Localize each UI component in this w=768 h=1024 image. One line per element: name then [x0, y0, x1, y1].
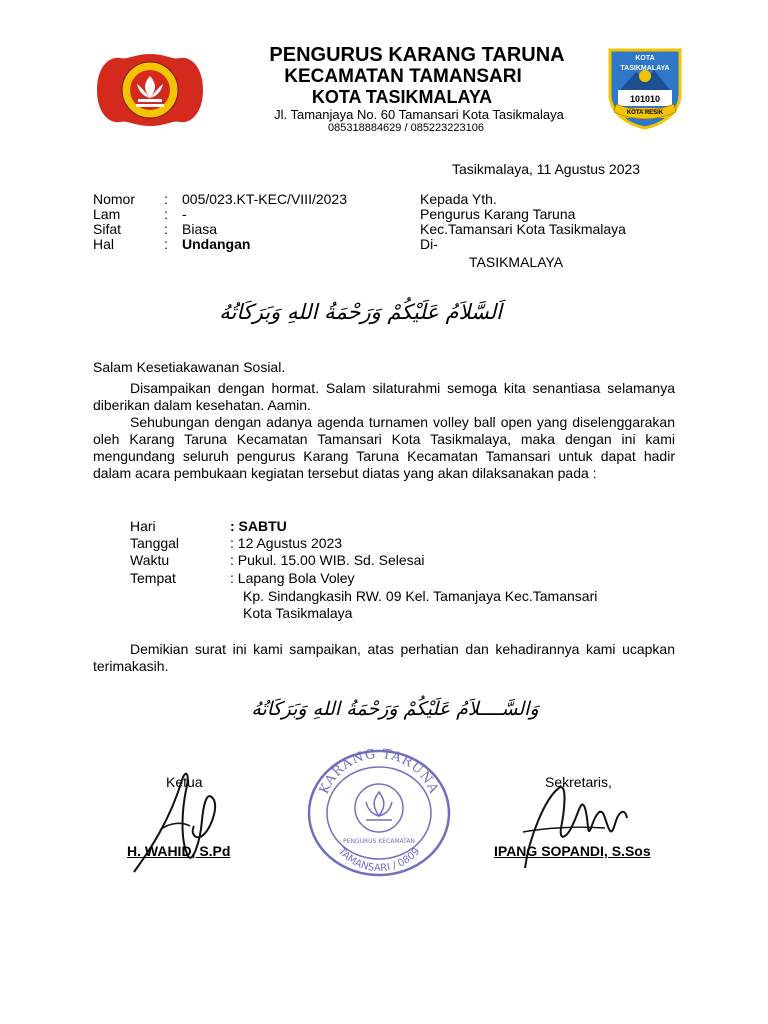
meta-colon: :	[164, 191, 168, 207]
event-place-line3: Kota Tasikmalaya	[243, 605, 353, 621]
meta-colon: :	[164, 206, 168, 222]
meta-colon: :	[164, 236, 168, 252]
meta-label-nomor: Nomor	[93, 191, 136, 207]
recipient-line3: Kec.Tamansari Kota Tasikmalaya	[420, 221, 626, 237]
closing-arabic-greeting: وَالسَّــــلاَمُ عَلَيْكُمْ وَرَحْمَةُ اللهِ وَبَرَكَاتُهُ	[251, 698, 539, 720]
paragraph-2-text: Sehubungan dengan adanya agenda turnamen volley ball open yang diselenggarakan oleh Karang Taruna Kecamatan Tamansari Kota Tasikmalaya, maka dengan ini kami mengundang seluruh pengurus Karang Taruna Kecamatan Tamansari untuk dapat hadir dalam acara pembukaan kegiatan tersebut diatas yang akan dilaksanakan pada :	[93, 414, 675, 481]
paragraph-2	[93, 414, 675, 482]
meta-colon: :	[164, 221, 168, 237]
signature-right-name: IPANG SOPANDI, S.Sos	[494, 843, 651, 859]
meta-label-sifat: Sifat	[93, 221, 122, 237]
event-date-value: : 12 Agustus 2023	[230, 535, 343, 551]
stamp-inner-text: PENGURUS KECAMATAN	[343, 838, 415, 845]
stamp-top-text: KARANG TARUNA	[316, 748, 442, 797]
org-name-line3: KOTA TASIKMALAYA	[311, 87, 493, 107]
event-time-value: : Pukul. 15.00 WIB. Sd. Selesai	[230, 552, 425, 568]
recipient-line1: Kepada Yth.	[420, 191, 497, 207]
stamp-icon	[306, 748, 452, 878]
crest-code-text: 101010	[629, 94, 661, 104]
meta-value-nomor: 005/023.KT-KEC/VIII/2023	[182, 191, 347, 207]
signature-left-handwriting	[130, 760, 240, 880]
org-name-line2: KECAMATAN TAMANSARI	[284, 66, 522, 87]
paragraph-1-text: Disampaikan dengan hormat. Salam silaturahmi semoga kita senantiasa selamanya diberikan dalam kesehatan. Aamin.	[93, 380, 675, 413]
event-date-label: Tanggal	[130, 535, 180, 551]
event-place-value: : Lapang Bola Voley	[230, 570, 355, 586]
signature-left-name: H. WAHID, S.Pd	[127, 843, 231, 859]
karang-taruna-emblem-icon	[95, 52, 205, 128]
salutation: Salam Kesetiakawanan Sosial.	[93, 359, 286, 375]
letterhead-phones: 085318884629 / 085223223106	[328, 122, 484, 134]
crest-ribbon-text: KOTA RESIK	[626, 110, 664, 116]
crest-banner-text: KOTA TASIKMALAYA	[620, 55, 670, 72]
meta-value-hal: Undangan	[182, 236, 251, 252]
event-place-line2: Kp. Sindangkasih RW. 09 Kel. Tamanjaya Kec.Tamansari	[243, 588, 598, 604]
signature-right-title: Sekretaris,	[545, 774, 612, 790]
event-day-value: : SABTU	[230, 518, 287, 534]
event-time-label: Waktu	[130, 552, 170, 568]
org-name-line1: PENGURUS KARANG TARUNA	[269, 44, 565, 66]
stamp-bottom-text: TAMANSARI / 0809	[335, 846, 423, 875]
recipient-line5: TASIKMALAYA	[469, 254, 564, 270]
meta-label-hal: Hal	[93, 236, 115, 252]
signature-icon	[130, 760, 240, 880]
paragraph-1	[93, 380, 675, 414]
letter-date: Tasikmalaya, 11 Agustus 2023	[452, 161, 641, 177]
event-day-label: Hari	[130, 518, 156, 534]
organization-stamp	[306, 748, 452, 878]
recipient-line2: Pengurus Karang Taruna	[420, 206, 576, 222]
meta-label-lam: Lam	[93, 206, 121, 222]
opening-arabic-greeting: اَلسَّلاَمُ عَلَيْكُمْ وَرَحْمَةُ اللهِ وَبَرَكَاتُهُ	[219, 300, 502, 324]
meta-value-sifat: Biasa	[182, 221, 218, 237]
closing-paragraph-text: Demikian surat ini kami sampaikan, atas perhatian dan kehadirannya kami ucapkan terimakasih.	[93, 641, 675, 674]
recipient-line4: Di-	[420, 236, 438, 252]
event-place-label: Tempat	[130, 570, 176, 586]
signature-left-title: Ketua	[166, 774, 203, 790]
letterhead-address: Jl. Tamanjaya No. 60 Tamansari Kota Tasikmalaya	[274, 107, 564, 122]
left-logo	[95, 52, 205, 128]
meta-value-lam: -	[182, 206, 187, 222]
closing-paragraph	[93, 641, 675, 675]
